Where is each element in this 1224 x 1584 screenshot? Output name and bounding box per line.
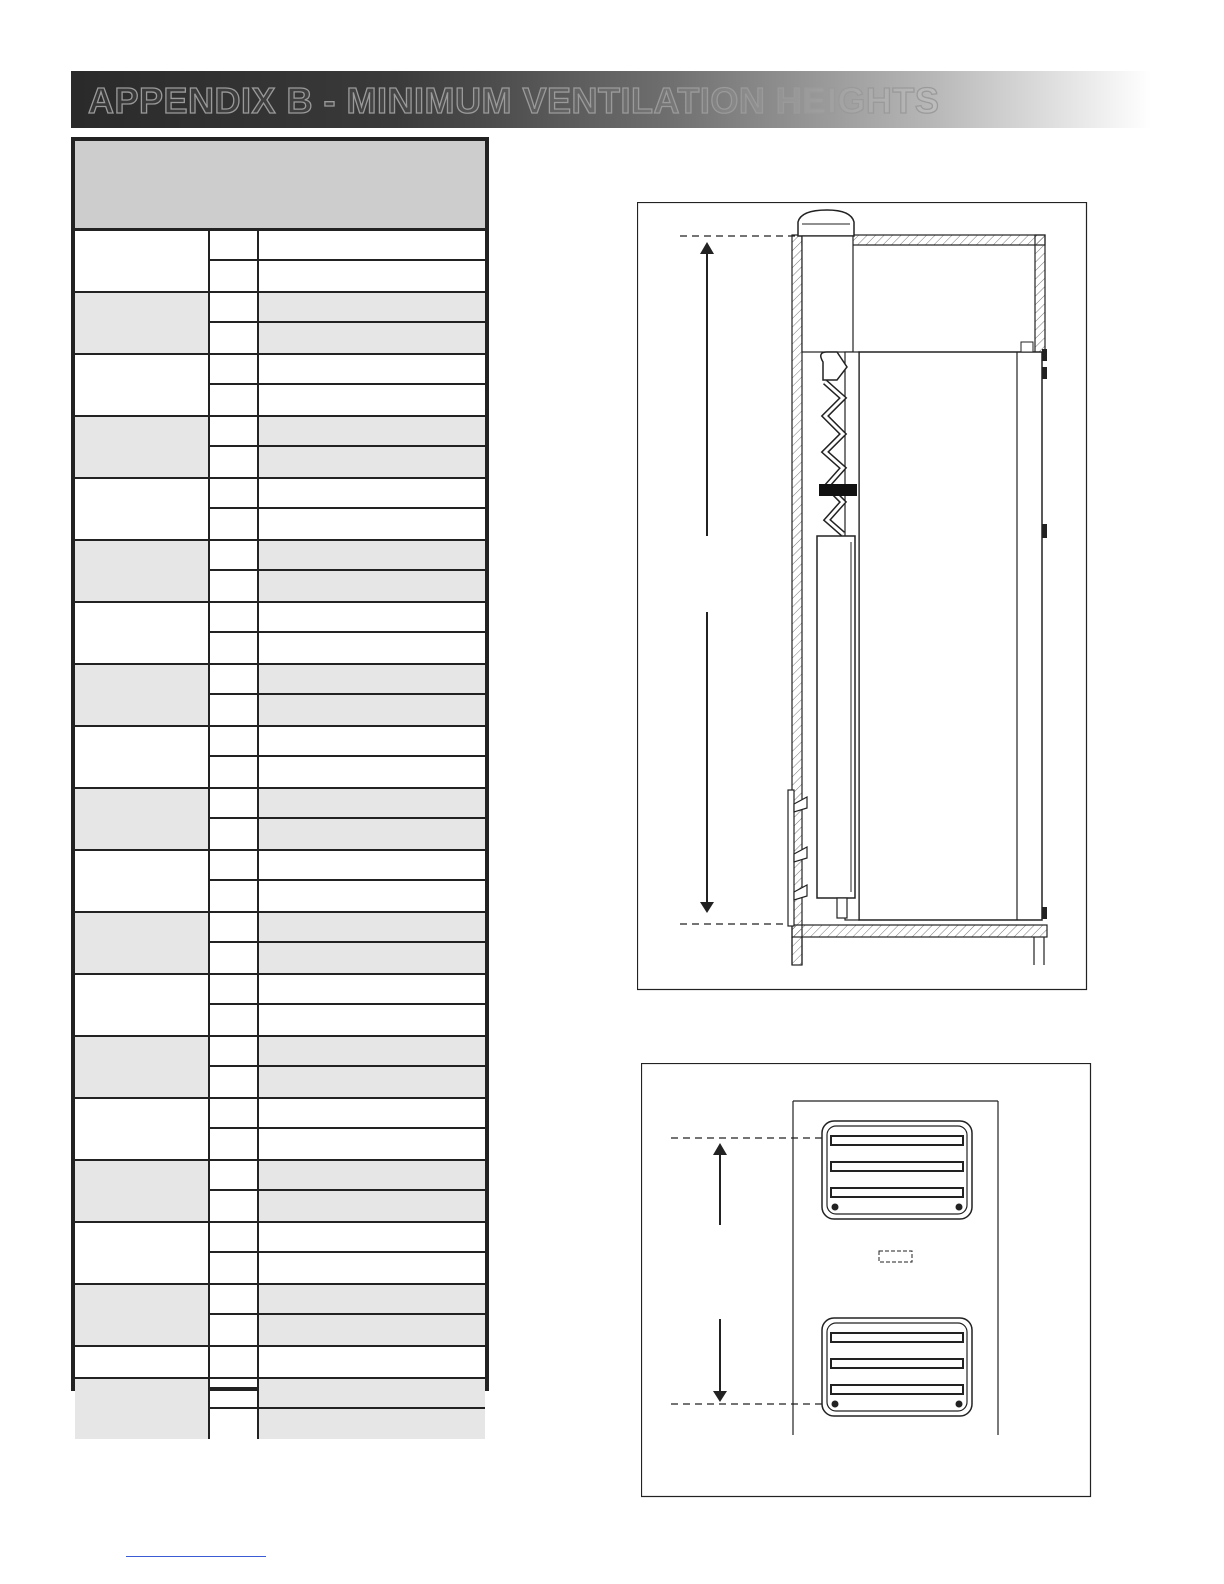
table-row bbox=[210, 1067, 485, 1097]
ventilation-heights-table bbox=[71, 137, 489, 1391]
table-cell bbox=[259, 261, 485, 291]
row-label-cell bbox=[75, 1161, 210, 1221]
table-row-group bbox=[75, 541, 485, 603]
table-cell bbox=[259, 1223, 485, 1251]
section-banner bbox=[71, 71, 1151, 128]
table-cell bbox=[210, 479, 259, 507]
table-row bbox=[210, 695, 485, 725]
table-cell bbox=[259, 665, 485, 693]
table-cell bbox=[259, 355, 485, 383]
table-cell bbox=[259, 1315, 485, 1345]
table-cell bbox=[259, 727, 485, 755]
vent-pipe bbox=[802, 236, 853, 352]
table-row bbox=[210, 1223, 485, 1253]
table-row bbox=[210, 1285, 485, 1315]
table-cell bbox=[210, 1223, 259, 1251]
table-row bbox=[210, 1129, 485, 1159]
front-elevation-figure bbox=[641, 1063, 1093, 1499]
table-row-group bbox=[75, 1037, 485, 1099]
table-cell bbox=[259, 293, 485, 321]
table-row bbox=[210, 261, 485, 291]
table-row bbox=[210, 1099, 485, 1129]
table-row bbox=[210, 479, 485, 509]
row-label-cell bbox=[75, 1037, 210, 1097]
table-cell bbox=[259, 323, 485, 353]
table-row bbox=[210, 757, 485, 787]
table-cell bbox=[210, 1067, 259, 1097]
table-cell bbox=[210, 1285, 259, 1313]
table-row bbox=[210, 789, 485, 819]
upper-vent-grille bbox=[822, 1121, 972, 1219]
table-cell bbox=[210, 1191, 259, 1221]
row-label-cell bbox=[75, 727, 210, 787]
table-row-group bbox=[75, 355, 485, 417]
table-row bbox=[210, 541, 485, 571]
table-cell bbox=[259, 1099, 485, 1127]
table-row bbox=[210, 1037, 485, 1067]
table-row bbox=[210, 385, 485, 415]
table-cell bbox=[210, 665, 259, 693]
table-row-group bbox=[75, 417, 485, 479]
interior-wall bbox=[1035, 235, 1045, 355]
table-row bbox=[210, 293, 485, 323]
refrigerator-cabinet bbox=[859, 352, 1042, 920]
table-cell bbox=[210, 881, 259, 911]
table-row bbox=[210, 727, 485, 757]
table-cell bbox=[210, 1409, 259, 1439]
table-row-group bbox=[75, 1223, 485, 1285]
table-cell bbox=[259, 943, 485, 973]
table-row bbox=[210, 1191, 485, 1221]
roof-vent-cap bbox=[798, 210, 854, 236]
table-cell bbox=[210, 1379, 259, 1407]
table-row bbox=[210, 975, 485, 1005]
table-cell bbox=[210, 1005, 259, 1035]
row-label-cell bbox=[75, 851, 210, 911]
table-cell bbox=[259, 881, 485, 911]
table-row bbox=[210, 851, 485, 881]
table-cell bbox=[210, 789, 259, 817]
table-row-group bbox=[75, 603, 485, 665]
table-row-group bbox=[75, 1347, 485, 1379]
table-cell bbox=[259, 1037, 485, 1065]
table-cell bbox=[259, 509, 485, 539]
row-label-cell bbox=[75, 231, 210, 291]
table-cell bbox=[259, 1409, 485, 1439]
row-label-cell bbox=[75, 789, 210, 849]
row-label-cell bbox=[75, 603, 210, 663]
table-cell bbox=[210, 603, 259, 631]
table-cell bbox=[210, 385, 259, 415]
table-row bbox=[210, 1005, 485, 1035]
table-row bbox=[210, 881, 485, 911]
table-row-group bbox=[75, 1161, 485, 1223]
table-cell bbox=[210, 1315, 259, 1345]
table-cell bbox=[210, 231, 259, 259]
table-cell bbox=[210, 819, 259, 849]
table-cell bbox=[210, 1161, 259, 1189]
footer-link-underline[interactable] bbox=[126, 1556, 266, 1557]
row-label-cell bbox=[75, 417, 210, 477]
table-cell bbox=[259, 851, 485, 879]
table-cell bbox=[210, 851, 259, 879]
table-cell bbox=[259, 1379, 485, 1407]
floor bbox=[792, 925, 1047, 937]
table-row-group bbox=[75, 851, 485, 913]
table-cell bbox=[259, 479, 485, 507]
table-row bbox=[210, 1253, 485, 1283]
table-cell bbox=[259, 757, 485, 787]
table-row bbox=[210, 1347, 485, 1377]
table-row bbox=[210, 603, 485, 633]
table-cell bbox=[259, 603, 485, 631]
row-label-cell bbox=[75, 1285, 210, 1345]
table-cell bbox=[259, 541, 485, 569]
table-row-group bbox=[75, 789, 485, 851]
table-row bbox=[210, 1161, 485, 1191]
table-row-group bbox=[75, 231, 485, 293]
table-cell bbox=[259, 447, 485, 477]
table-cell bbox=[210, 447, 259, 477]
table-body bbox=[75, 231, 485, 1439]
table-cell bbox=[259, 1347, 485, 1377]
table-cell bbox=[210, 541, 259, 569]
lower-vent-grille bbox=[822, 1318, 972, 1416]
table-cell bbox=[210, 1347, 259, 1377]
row-label-cell bbox=[75, 293, 210, 353]
table-row bbox=[210, 943, 485, 973]
row-label-cell bbox=[75, 1347, 210, 1377]
table-cell bbox=[259, 1129, 485, 1159]
table-row bbox=[210, 571, 485, 601]
table-row-group bbox=[75, 479, 485, 541]
table-cell bbox=[210, 323, 259, 353]
table-row bbox=[210, 509, 485, 539]
table-header bbox=[75, 141, 485, 231]
table-row bbox=[210, 447, 485, 477]
table-row-group bbox=[75, 665, 485, 727]
table-cell bbox=[210, 571, 259, 601]
table-cell bbox=[259, 571, 485, 601]
table-cell bbox=[210, 1037, 259, 1065]
table-row bbox=[210, 323, 485, 353]
table-row bbox=[210, 417, 485, 447]
table-cell bbox=[210, 943, 259, 973]
table-cell bbox=[210, 355, 259, 383]
table-cell bbox=[210, 1253, 259, 1283]
table-cell bbox=[259, 417, 485, 445]
table-cell bbox=[210, 261, 259, 291]
table-cell bbox=[259, 695, 485, 725]
table-cell bbox=[259, 913, 485, 941]
table-row-group bbox=[75, 913, 485, 975]
row-label-cell bbox=[75, 1099, 210, 1159]
table-cell bbox=[210, 757, 259, 787]
table-cell bbox=[259, 789, 485, 817]
table-row-group bbox=[75, 1099, 485, 1161]
table-row bbox=[210, 1315, 485, 1345]
table-cell bbox=[259, 385, 485, 415]
table-cell bbox=[259, 1253, 485, 1283]
table-cell bbox=[259, 633, 485, 663]
table-row bbox=[210, 665, 485, 695]
table-row-group bbox=[75, 293, 485, 355]
table-cell bbox=[210, 509, 259, 539]
table-row bbox=[210, 913, 485, 943]
row-label-cell bbox=[75, 665, 210, 725]
table-cell bbox=[210, 1129, 259, 1159]
table-cell bbox=[259, 975, 485, 1003]
table-cell bbox=[259, 1191, 485, 1221]
table-cell bbox=[210, 293, 259, 321]
table-row bbox=[210, 633, 485, 663]
row-label-cell bbox=[75, 1223, 210, 1283]
table-row-group bbox=[75, 1285, 485, 1347]
table-row bbox=[210, 1379, 485, 1409]
table-cell bbox=[259, 1285, 485, 1313]
table-row bbox=[210, 819, 485, 849]
table-cell bbox=[210, 727, 259, 755]
table-cell bbox=[259, 1005, 485, 1035]
table-row-group bbox=[75, 975, 485, 1037]
table-cell bbox=[259, 1067, 485, 1097]
table-cell bbox=[210, 913, 259, 941]
table-cell bbox=[210, 1099, 259, 1127]
table-cell bbox=[210, 633, 259, 663]
table-cell bbox=[210, 975, 259, 1003]
row-label-cell bbox=[75, 975, 210, 1035]
section-title: APPENDIX B - MINIMUM VENTILATION HEIGHTS bbox=[88, 80, 940, 121]
row-label-cell bbox=[75, 479, 210, 539]
table-row bbox=[210, 1409, 485, 1439]
table-cell bbox=[259, 231, 485, 259]
table-cell bbox=[210, 695, 259, 725]
access-panel-outline bbox=[879, 1251, 912, 1262]
row-label-cell bbox=[75, 913, 210, 973]
table-row-group bbox=[75, 727, 485, 789]
table-cell bbox=[259, 819, 485, 849]
table-cell bbox=[210, 417, 259, 445]
table-row bbox=[210, 231, 485, 261]
side-elevation-figure bbox=[637, 202, 1089, 992]
row-label-cell bbox=[75, 541, 210, 601]
table-row bbox=[210, 355, 485, 385]
row-label-cell bbox=[75, 355, 210, 415]
table-row-group bbox=[75, 1379, 485, 1439]
row-label-cell bbox=[75, 1379, 210, 1439]
table-cell bbox=[259, 1161, 485, 1189]
